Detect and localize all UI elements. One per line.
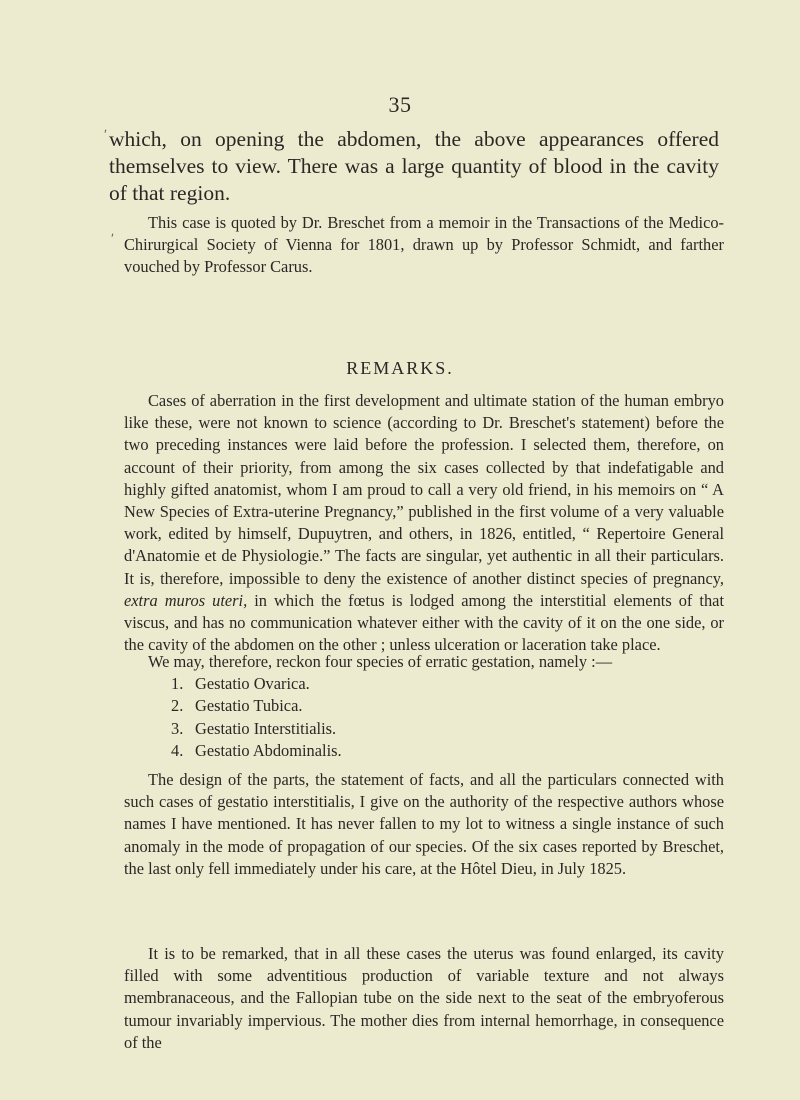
list-item-name: Gestatio Tubica. [195,696,303,716]
remarks-paragraph-4: It is to be remarked, that in all these cases the uterus was found enlarged, its cavity filled with some adventitious production of variable texture and not always membranaceous, and the Fallopian tube on the side next to the seat of the embryoferous tumour invariably impervious. The mother dies from internal hemorrhage, in consequence of the [124,944,724,1052]
list-item-number: 2. [171,696,184,716]
list-item [171,718,342,740]
list-item-number: 1. [171,674,184,693]
source-note-paragraph: This case is quoted by Dr. Breschet from a memoir in the Transactions of the Medico-Chirurgical Society of Vienna for 1801, drawn up by Professor Schmidt, and farther vouched by Professor Carus. [124,213,724,276]
list-item [171,673,342,695]
list-item-name: Gestatio Interstitialis. [195,718,337,738]
paragraph-1-text-b: in which the fœtus is lodged among the interstitial elements of that viscus, and has no communication whatever either with the cavity of it on the one side, or the cavity of the abdomen on the other ; unless ulceration or laceration take place. [124,590,724,655]
remarks-heading: REMARKS. [346,358,454,378]
list-item-number: 4. [171,741,184,761]
list-item [171,740,342,762]
lead-paragraph: which, on opening the abdomen, the above appearances offered themselves to view. There was a large quantity of blood in the cavity of that region. [109,127,719,205]
remarks-paragraph-2: We may, therefore, reckon four species of erratic gestation, namely :— [148,652,613,671]
list-item [171,695,342,717]
species-list [171,673,342,763]
paragraph-1-italic-term: extra muros uteri, [124,590,248,610]
margin-mark-1: ʹ [104,128,108,143]
list-item-name: Gestatio Abdominalis. [195,741,342,761]
paragraph-1-text-a: Cases of aberration in the first development and ultimate station of the human embryo like these, were not known to science (according to Dr. Breschet's statement) before the two preceding instances were laid before the profession. I selected them, therefore, on account of their priority, from among the six cases collected by that indefatigable and highly gifted anatomist, whom I am proud to call a very old friend, in his memoirs on “ A New Species of Extra-uterine Pregnancy,” published in the first volume of a very valuable work, edited by himself, Dupuytren, and others, in 1826, entitled, “ Repertoire General d'Anatomie et de Physiologie.” The facts are singular, yet authentic in all their particulars. It is, therefore, impossible to deny the existence of another distinct species of pregnancy, [124,391,724,588]
margin-mark-2: ʹ [111,232,115,247]
list-item-name: Gestatio Ovarica. [195,674,310,693]
page-number: 35 [388,92,412,117]
remarks-paragraph-3: The design of the parts, the statement of facts, and all the particulars connected with such cases of gestatio interstitialis, I give on the authority of the respective authors whose names I have mentioned. It has never fallen to my lot to witness a single instance of such anomaly in the mode of propagation of our species. Of the six cases reported by Breschet, the last only fell immediately under his care, at the Hôtel Dieu, in July 1825. [124,770,724,878]
list-item-number: 3. [171,718,184,738]
remarks-paragraph-1 [124,390,724,656]
